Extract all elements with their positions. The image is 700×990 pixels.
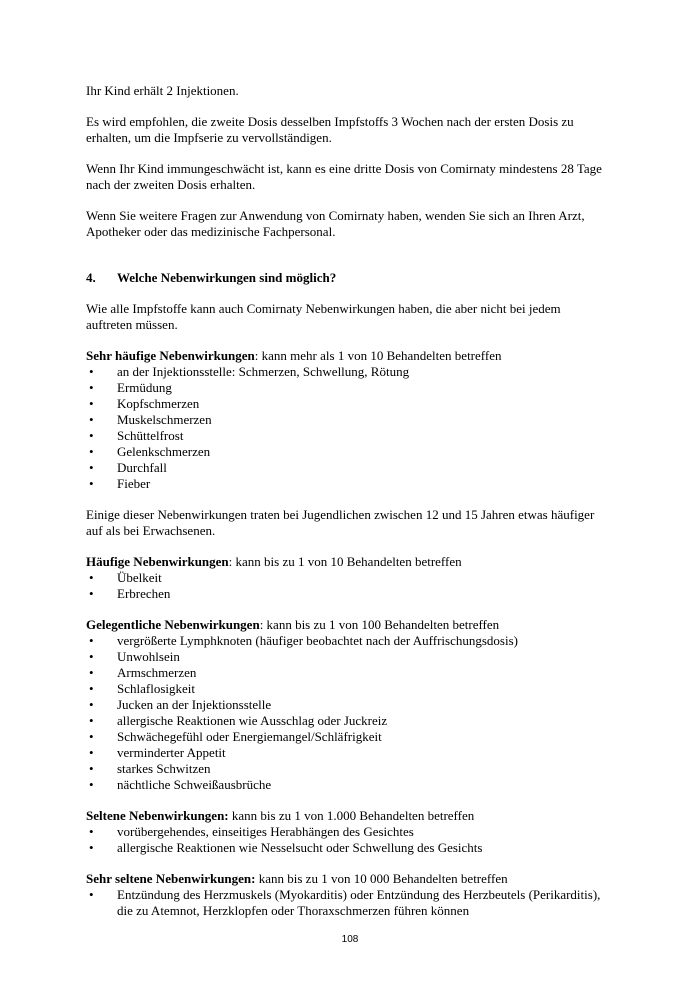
list-item xyxy=(86,665,606,681)
bullet-icon: • xyxy=(89,761,94,776)
uncommon-frequency: : kann bis zu 1 von 100 Behandelten betreffen xyxy=(259,617,500,632)
very-rare-label: Sehr seltene Nebenwirkungen: xyxy=(86,871,256,886)
section-heading xyxy=(86,270,606,286)
rare-label: Seltene Nebenwirkungen: xyxy=(86,808,229,823)
list-item xyxy=(86,840,606,856)
list-item-text: Gelenkschmerzen xyxy=(117,444,211,459)
page-number: 108 xyxy=(341,934,359,945)
section-title: Welche Nebenwirkungen sind möglich? xyxy=(117,270,337,285)
list-item xyxy=(86,380,606,396)
rare-block xyxy=(86,808,606,856)
bullet-icon: • xyxy=(89,840,94,855)
list-item-text: Kopfschmerzen xyxy=(117,396,200,411)
list-item-text: Erbrechen xyxy=(117,586,171,601)
list-item-text: vergrößerte Lymphknoten (häufiger beobachtet nach der Auffrischungsdosis) xyxy=(117,633,518,648)
list-item-text: an der Injektionsstelle: Schmerzen, Schwellung, Rötung xyxy=(117,364,410,379)
list-item xyxy=(86,476,606,492)
list-item-text: Schlaflosigkeit xyxy=(117,681,195,696)
list-item-text: Unwohlsein xyxy=(117,649,180,664)
list-item xyxy=(86,396,606,412)
list-item xyxy=(86,681,606,697)
section-lead: Wie alle Impfstoffe kann auch Comirnaty Nebenwirkungen haben, die aber nicht bei jedem auftreten müssen. xyxy=(86,301,561,332)
rare-heading xyxy=(86,808,606,824)
bullet-icon: • xyxy=(89,649,94,664)
bullet-icon: • xyxy=(89,396,94,411)
list-item-text: Entzündung des Herzmuskels (Myokarditis) oder Entzündung des Herzbeutels (Perikarditis), die zu Atemnot, Herzklopfen oder Thoraxschmerzen führen können xyxy=(117,887,601,918)
list-item xyxy=(86,745,606,761)
very-common-label: Sehr häufige Nebenwirkungen xyxy=(86,348,255,363)
very-rare-block xyxy=(86,871,606,919)
list-item-text: allergische Reaktionen wie Nesselsucht oder Schwellung des Gesichts xyxy=(117,840,483,855)
bullet-icon: • xyxy=(89,476,94,491)
list-item xyxy=(86,729,606,745)
bullet-icon: • xyxy=(89,428,94,443)
list-item-text: Jucken an der Injektionsstelle xyxy=(117,697,272,712)
list-item xyxy=(86,761,606,777)
list-item-text: Schüttelfrost xyxy=(117,428,184,443)
bullet-icon: • xyxy=(89,665,94,680)
very-rare-list xyxy=(86,887,606,919)
bullet-icon: • xyxy=(89,681,94,696)
uncommon-heading xyxy=(86,617,606,633)
list-item xyxy=(86,364,606,380)
bullet-icon: • xyxy=(89,633,94,648)
list-item xyxy=(86,824,606,840)
list-item xyxy=(86,460,606,476)
list-item-text: Muskelschmerzen xyxy=(117,412,212,427)
uncommon-block xyxy=(86,617,606,793)
common-label: Häufige Nebenwirkungen xyxy=(86,554,229,569)
bullet-icon: • xyxy=(89,824,94,839)
list-item-text: vorübergehendes, einseitiges Herabhängen des Gesichtes xyxy=(117,824,414,839)
bullet-icon: • xyxy=(89,887,94,902)
common-heading xyxy=(86,554,606,570)
list-item xyxy=(86,777,606,793)
uncommon-list xyxy=(86,633,606,793)
very-rare-heading xyxy=(86,871,606,887)
list-item-text: Ermüdung xyxy=(117,380,172,395)
list-item xyxy=(86,633,606,649)
intro-paragraph-1: Ihr Kind erhält 2 Injektionen. xyxy=(86,83,239,98)
common-frequency: : kann bis zu 1 von 10 Behandelten betreffen xyxy=(228,554,462,569)
very-common-block xyxy=(86,348,606,492)
very-common-frequency: : kann mehr als 1 von 10 Behandelten betreffen xyxy=(254,348,502,363)
list-item-text: Fieber xyxy=(117,476,151,491)
list-item xyxy=(86,570,606,586)
bullet-icon: • xyxy=(89,745,94,760)
list-item xyxy=(86,697,606,713)
common-block xyxy=(86,554,606,602)
list-item-text: nächtliche Schweißausbrüche xyxy=(117,777,272,792)
list-item xyxy=(86,412,606,428)
intro-paragraph-3: Wenn Ihr Kind immungeschwächt ist, kann es eine dritte Dosis von Comirnaty mindestens 28 Tage nach der zweiten Dosis erhalten. xyxy=(86,161,602,192)
uncommon-label: Gelegentliche Nebenwirkungen xyxy=(86,617,260,632)
list-item-text: Übelkeit xyxy=(117,570,162,585)
bullet-icon: • xyxy=(89,713,94,728)
adolescent-note: Einige dieser Nebenwirkungen traten bei Jugendlichen zwischen 12 und 15 Jahren etwas häufiger auf als bei Erwachsenen. xyxy=(86,507,595,538)
list-item xyxy=(86,649,606,665)
list-item xyxy=(86,887,606,919)
list-item-text: Schwächegefühl oder Energiemangel/Schläfrigkeit xyxy=(117,729,382,744)
bullet-icon: • xyxy=(89,412,94,427)
bullet-icon: • xyxy=(89,444,94,459)
rare-frequency: kann bis zu 1 von 1.000 Behandelten betreffen xyxy=(228,808,475,823)
list-item xyxy=(86,444,606,460)
very-common-heading xyxy=(86,348,606,364)
rare-list xyxy=(86,824,606,856)
bullet-icon: • xyxy=(89,380,94,395)
very-rare-frequency: kann bis zu 1 von 10 000 Behandelten betreffen xyxy=(255,871,508,886)
bullet-icon: • xyxy=(89,777,94,792)
document-body xyxy=(86,83,606,934)
bullet-icon: • xyxy=(89,364,94,379)
list-item-text: starkes Schwitzen xyxy=(117,761,211,776)
intro-paragraph-2: Es wird empfohlen, die zweite Dosis desselben Impfstoffs 3 Wochen nach der ersten Dosis zu erhalten, um die Impfserie zu vervollständigen. xyxy=(86,114,574,145)
list-item xyxy=(86,713,606,729)
bullet-icon: • xyxy=(89,570,94,585)
list-item-text: Armschmerzen xyxy=(117,665,197,680)
bullet-icon: • xyxy=(89,586,94,601)
list-item-text: verminderter Appetit xyxy=(117,745,226,760)
section-number: 4. xyxy=(86,270,96,285)
list-item-text: allergische Reaktionen wie Ausschlag oder Juckreiz xyxy=(117,713,388,728)
bullet-icon: • xyxy=(89,460,94,475)
very-common-list xyxy=(86,364,606,492)
intro-paragraph-4: Wenn Sie weitere Fragen zur Anwendung von Comirnaty haben, wenden Sie sich an Ihren Arzt, Apotheker oder das medizinische Fachpersonal. xyxy=(86,208,585,239)
bullet-icon: • xyxy=(89,729,94,744)
list-item xyxy=(86,428,606,444)
list-item xyxy=(86,586,606,602)
bullet-icon: • xyxy=(89,697,94,712)
list-item-text: Durchfall xyxy=(117,460,167,475)
common-list xyxy=(86,570,606,602)
